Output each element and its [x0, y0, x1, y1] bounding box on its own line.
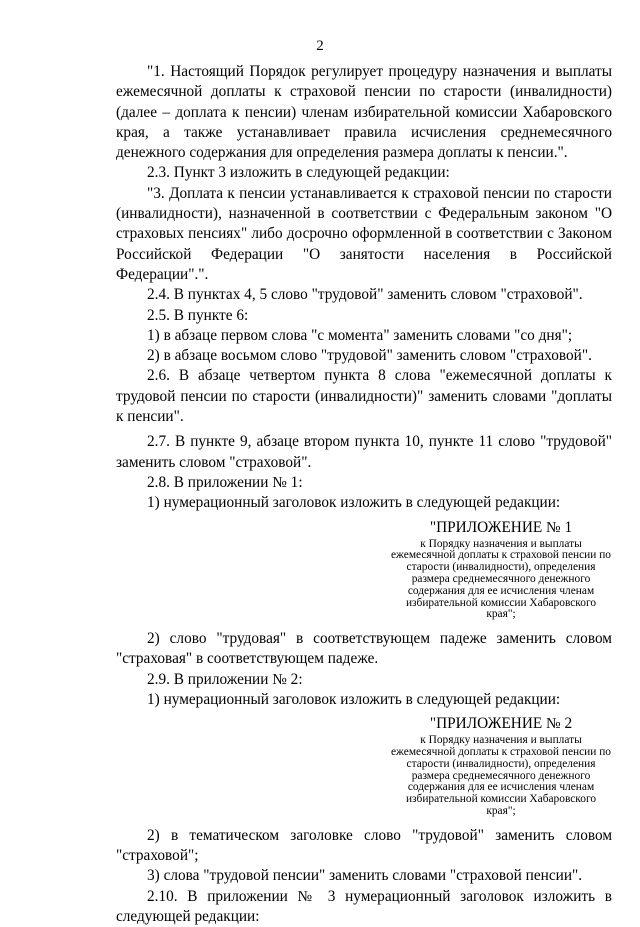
paragraph: 1) в абзаце первом слова "с момента" заменить словами "со дня";: [147, 326, 573, 344]
appendix-2-heading: [390, 714, 612, 818]
paragraph: 1) нумерационный заголовок изложить в следующей редакции:: [147, 494, 561, 512]
paragraph: 2.7. В пункте 9, абзаце втором пункта 10, пункте 11 слово "трудовой" заменить словом "страховой".: [116, 433, 612, 471]
document-body: [116, 62, 612, 927]
paragraph: 2.9. В приложении № 2:: [147, 670, 303, 688]
paragraph: 1) нумерационный заголовок изложить в следующей редакции:: [147, 691, 561, 708]
appendix-1-text: к Порядку назначения и выплаты ежемесячной доплаты к страховой пенсии по старости (инвалидности), определения размера среднемесячного денежного содержания для ее исчисления членам избирательной комиссии Хабаровского края";: [391, 537, 611, 621]
paragraph: 2.5. В пункте 6:: [147, 306, 249, 324]
page-number: 2: [316, 38, 324, 54]
paragraph: "1. Настоящий Порядок регулирует процедуру назначения и выплаты ежемесячной доплаты к страховой пенсии по старости (инвалидности) (далее – доплата к пенсии) членам избирательной комиссии Хабаровского края, а также устанавливает правила исчисления среднемесячного денежного содержания для определения размера доплаты к пенсии.".: [116, 63, 612, 162]
paragraph: 2.8. В приложении № 1:: [147, 473, 303, 491]
paragraph: 2) в тематическом заголовке слово "трудовой" заменить словом "страховой";: [116, 826, 612, 865]
appendix-2-text: к Порядку назначения и выплаты ежемесячной доплаты к страховой пенсии по старости (инвалидности), определения размера среднемесячного денежного содержания для ее исчисления членам избирательной комиссии Хабаровского края";: [391, 734, 611, 818]
paragraph: 2.10. В приложении № 3 нумерационный заголовок изложить в следующей редакции:: [116, 887, 612, 926]
paragraph: 2.3. Пункт 3 изложить в следующей редакции:: [147, 164, 450, 182]
appendix-1-title: "ПРИЛОЖЕНИЕ № 1: [429, 518, 573, 536]
paragraph: "3. Доплата к пенсии устанавливается к страховой пенсии по старости (инвалидности), назначенной в соответствии с Федеральным законом "О страховых пенсиях" либо досрочно оформленной в соответствии с Законом Российской Федерации "О занятости населения в Российской Федерации".".: [116, 184, 612, 283]
appendix-2-title: "ПРИЛОЖЕНИЕ № 2: [429, 715, 573, 733]
paragraph: 2.4. В пунктах 4, 5 слово "трудовой" заменить словом "страховой".: [147, 286, 583, 304]
paragraph: 3) слова "трудовой пенсии" заменить словами "страховой пенсии".: [147, 867, 583, 885]
paragraph: 2) слово "трудовая" в соответствующем падеже заменить словом "страховая" в соответствующем падеже.: [116, 630, 612, 668]
paragraph: 2.6. В абзаце четвертом пункта 8 слова "ежемесячной доплаты к трудовой пенсии по старости (инвалидности)" заменить словами "доплаты к пенсии".: [116, 367, 612, 426]
appendix-1-heading: [390, 518, 612, 622]
paragraph: 2) в абзаце восьмом слово "трудовой" заменить словом "страховой".: [147, 347, 592, 365]
